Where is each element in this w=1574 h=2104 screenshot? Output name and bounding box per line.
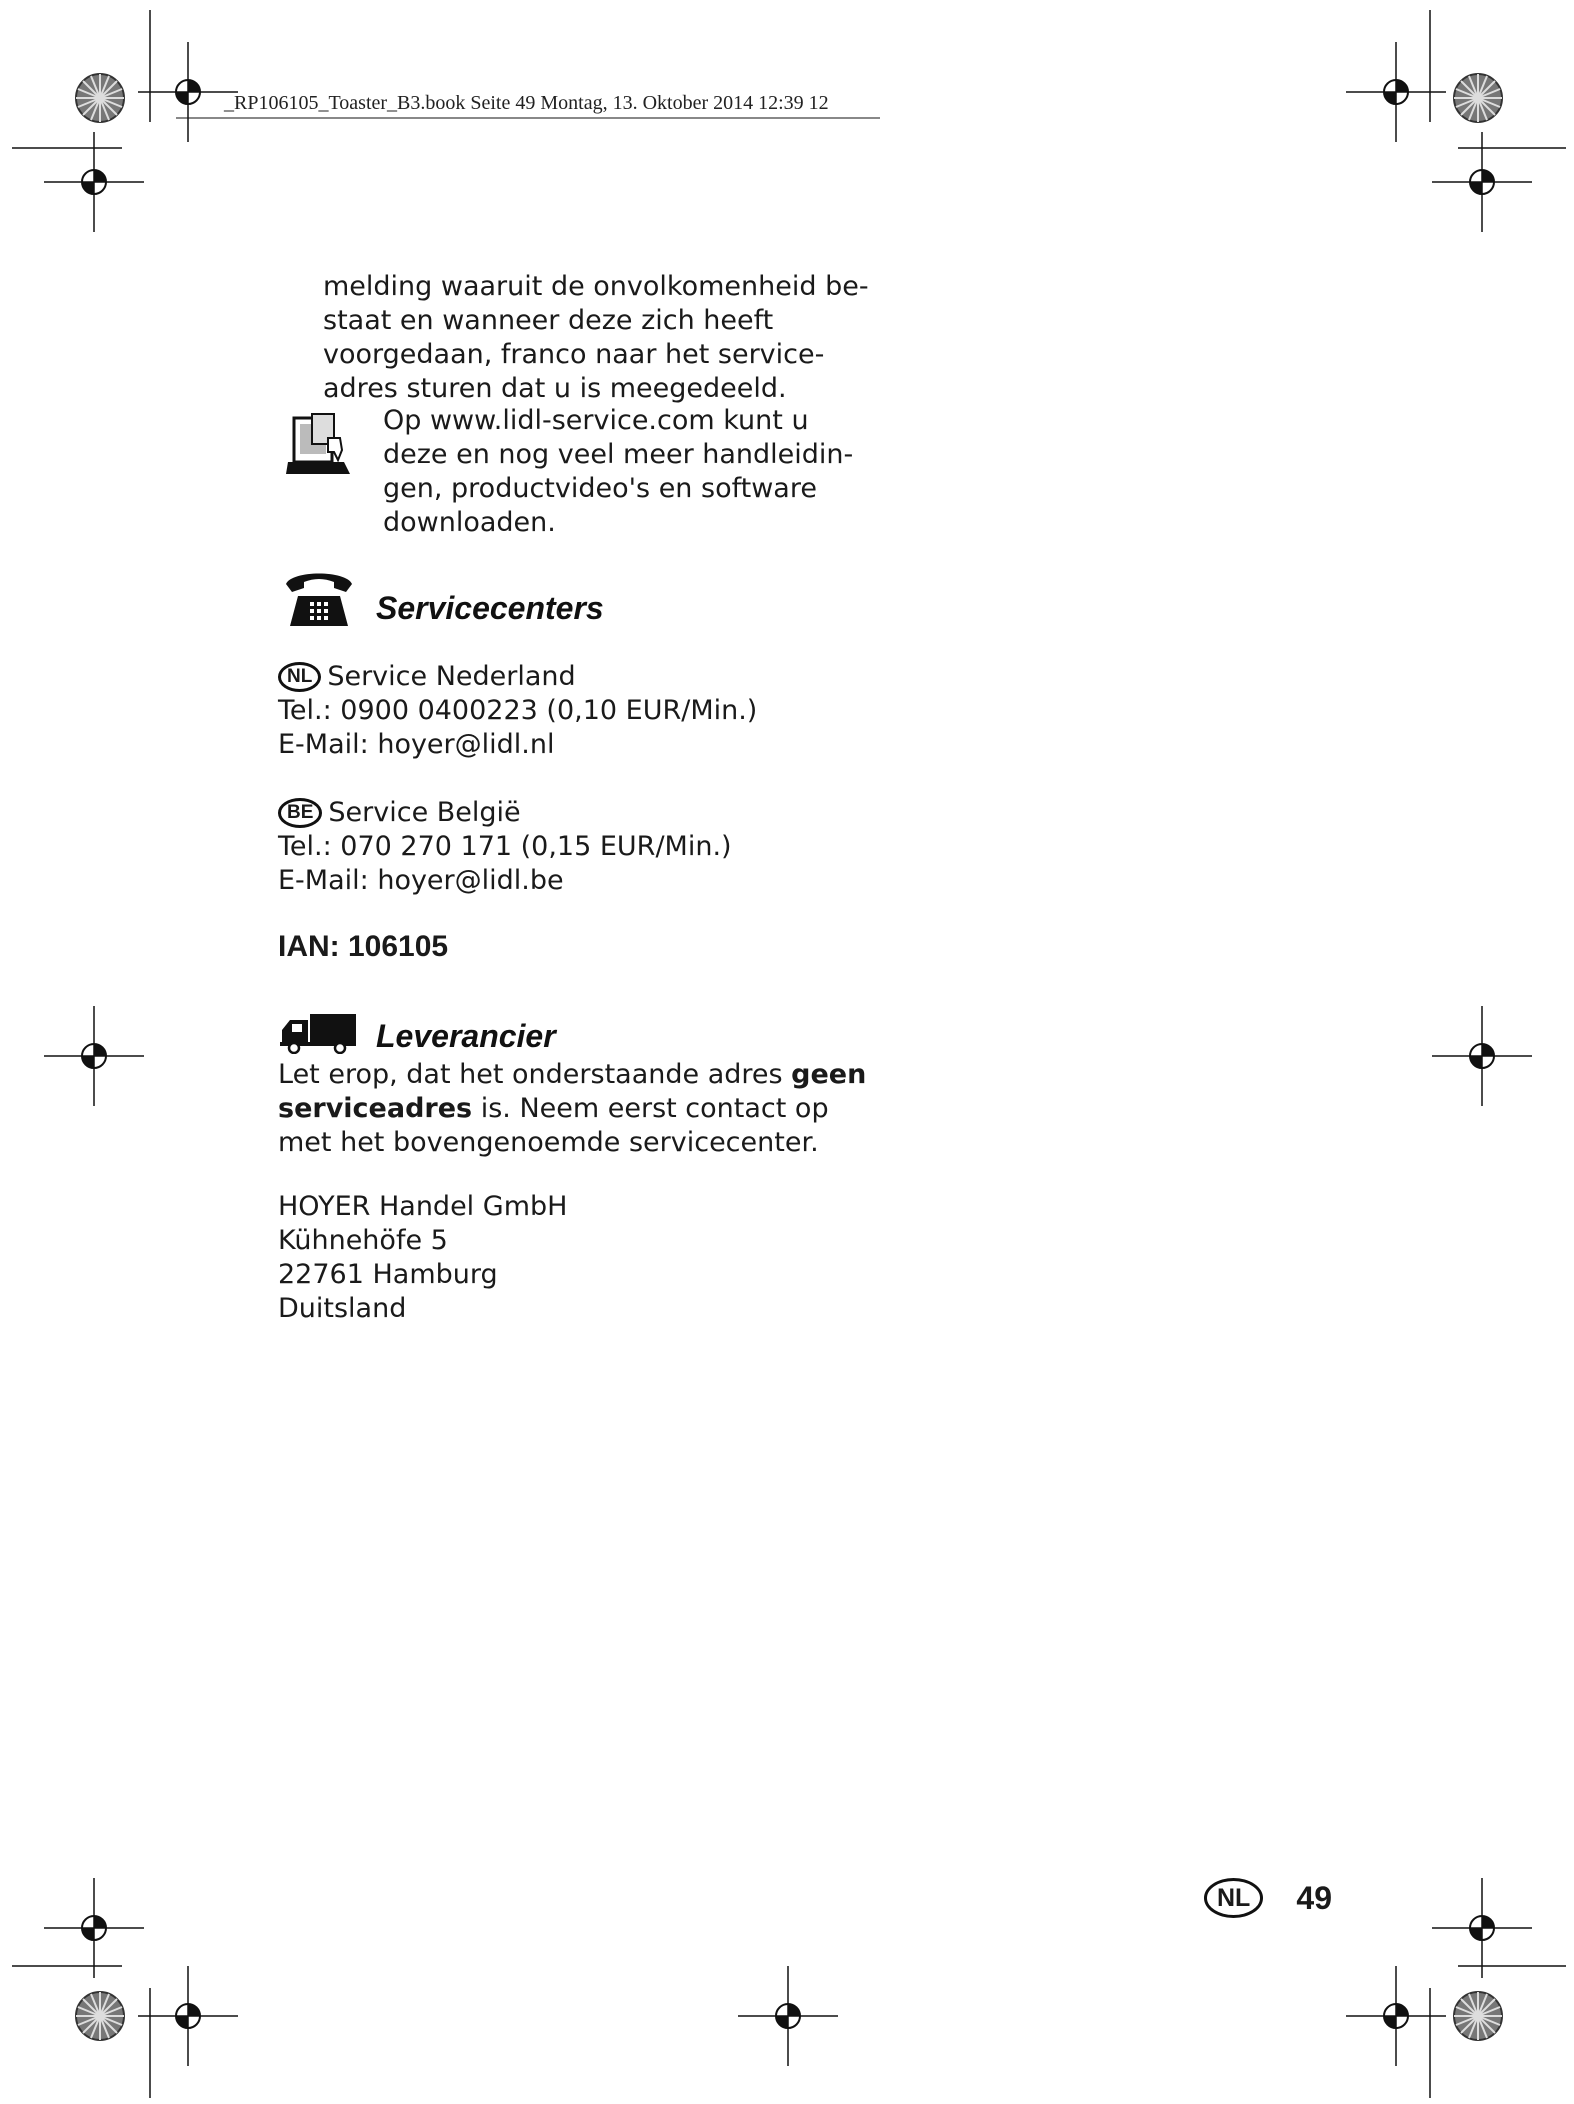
service-be-tel: Tel.: 070 270 171 (0,15 EUR/Min.) (278, 831, 732, 862)
ian-number: IAN: 106105 (278, 930, 449, 963)
page-footer (1204, 1878, 1332, 1918)
address-line: 22761 Hamburg (278, 1259, 498, 1290)
service-nl-tel: Tel.: 0900 0400223 (0,10 EUR/Min.) (278, 695, 758, 726)
supplier-address (278, 1190, 567, 1326)
service-be-email: E-Mail: hoyer@lidl.be (278, 865, 564, 896)
address-line: Kühnehöfe 5 (278, 1225, 448, 1256)
intro-line: voorgedaan, franco naar het service- (323, 339, 825, 370)
service-nl-block (278, 660, 757, 762)
nl-country-badge: NL (278, 662, 321, 692)
download-line: Op www.lidl-service.com kunt u (383, 405, 809, 436)
intro-paragraph (323, 270, 869, 406)
intro-line: staat en wanneer deze zich heeft (323, 305, 774, 336)
page-number: 49 (1296, 1880, 1333, 1916)
be-country-badge: BE (278, 798, 322, 828)
leverancier-text: Let erop, dat het onderstaande adres (278, 1059, 792, 1090)
leverancier-paragraph (278, 1058, 866, 1160)
download-line: gen, productvideo's en software (383, 473, 817, 504)
leverancier-text: met het bovengenoemde servicecenter. (278, 1127, 819, 1158)
telephone-icon (282, 568, 356, 630)
intro-line: adres sturen dat u is meegedeeld. (323, 373, 787, 404)
leverancier-emphasis: serviceadres (278, 1093, 473, 1124)
address-line: HOYER Handel GmbH (278, 1191, 568, 1222)
intro-line: melding waaruit de onvolkomenheid be- (323, 271, 869, 302)
delivery-truck-icon (280, 1014, 356, 1054)
download-line: deze en nog veel meer handleidin- (383, 439, 854, 470)
download-computer-icon (284, 412, 354, 478)
servicecenters-heading: Servicecenters (376, 590, 604, 626)
service-nl-email: E-Mail: hoyer@lidl.nl (278, 729, 555, 760)
service-nl-title: Service Nederland (327, 661, 576, 692)
download-line: downloaden. (383, 507, 556, 538)
service-be-title: Service België (328, 797, 521, 828)
nl-language-badge: NL (1204, 1878, 1263, 1918)
leverancier-emphasis: geen (791, 1059, 867, 1090)
address-line: Duitsland (278, 1293, 407, 1324)
service-be-block (278, 796, 732, 898)
leverancier-heading: Leverancier (376, 1018, 556, 1054)
file-slug: _RP106105_Toaster_B3.book Seite 49 Montag, 13. Oktober 2014 12:39 12 (224, 92, 829, 114)
leverancier-text: is. Neem eerst contact op (472, 1093, 829, 1124)
download-note (383, 404, 853, 540)
